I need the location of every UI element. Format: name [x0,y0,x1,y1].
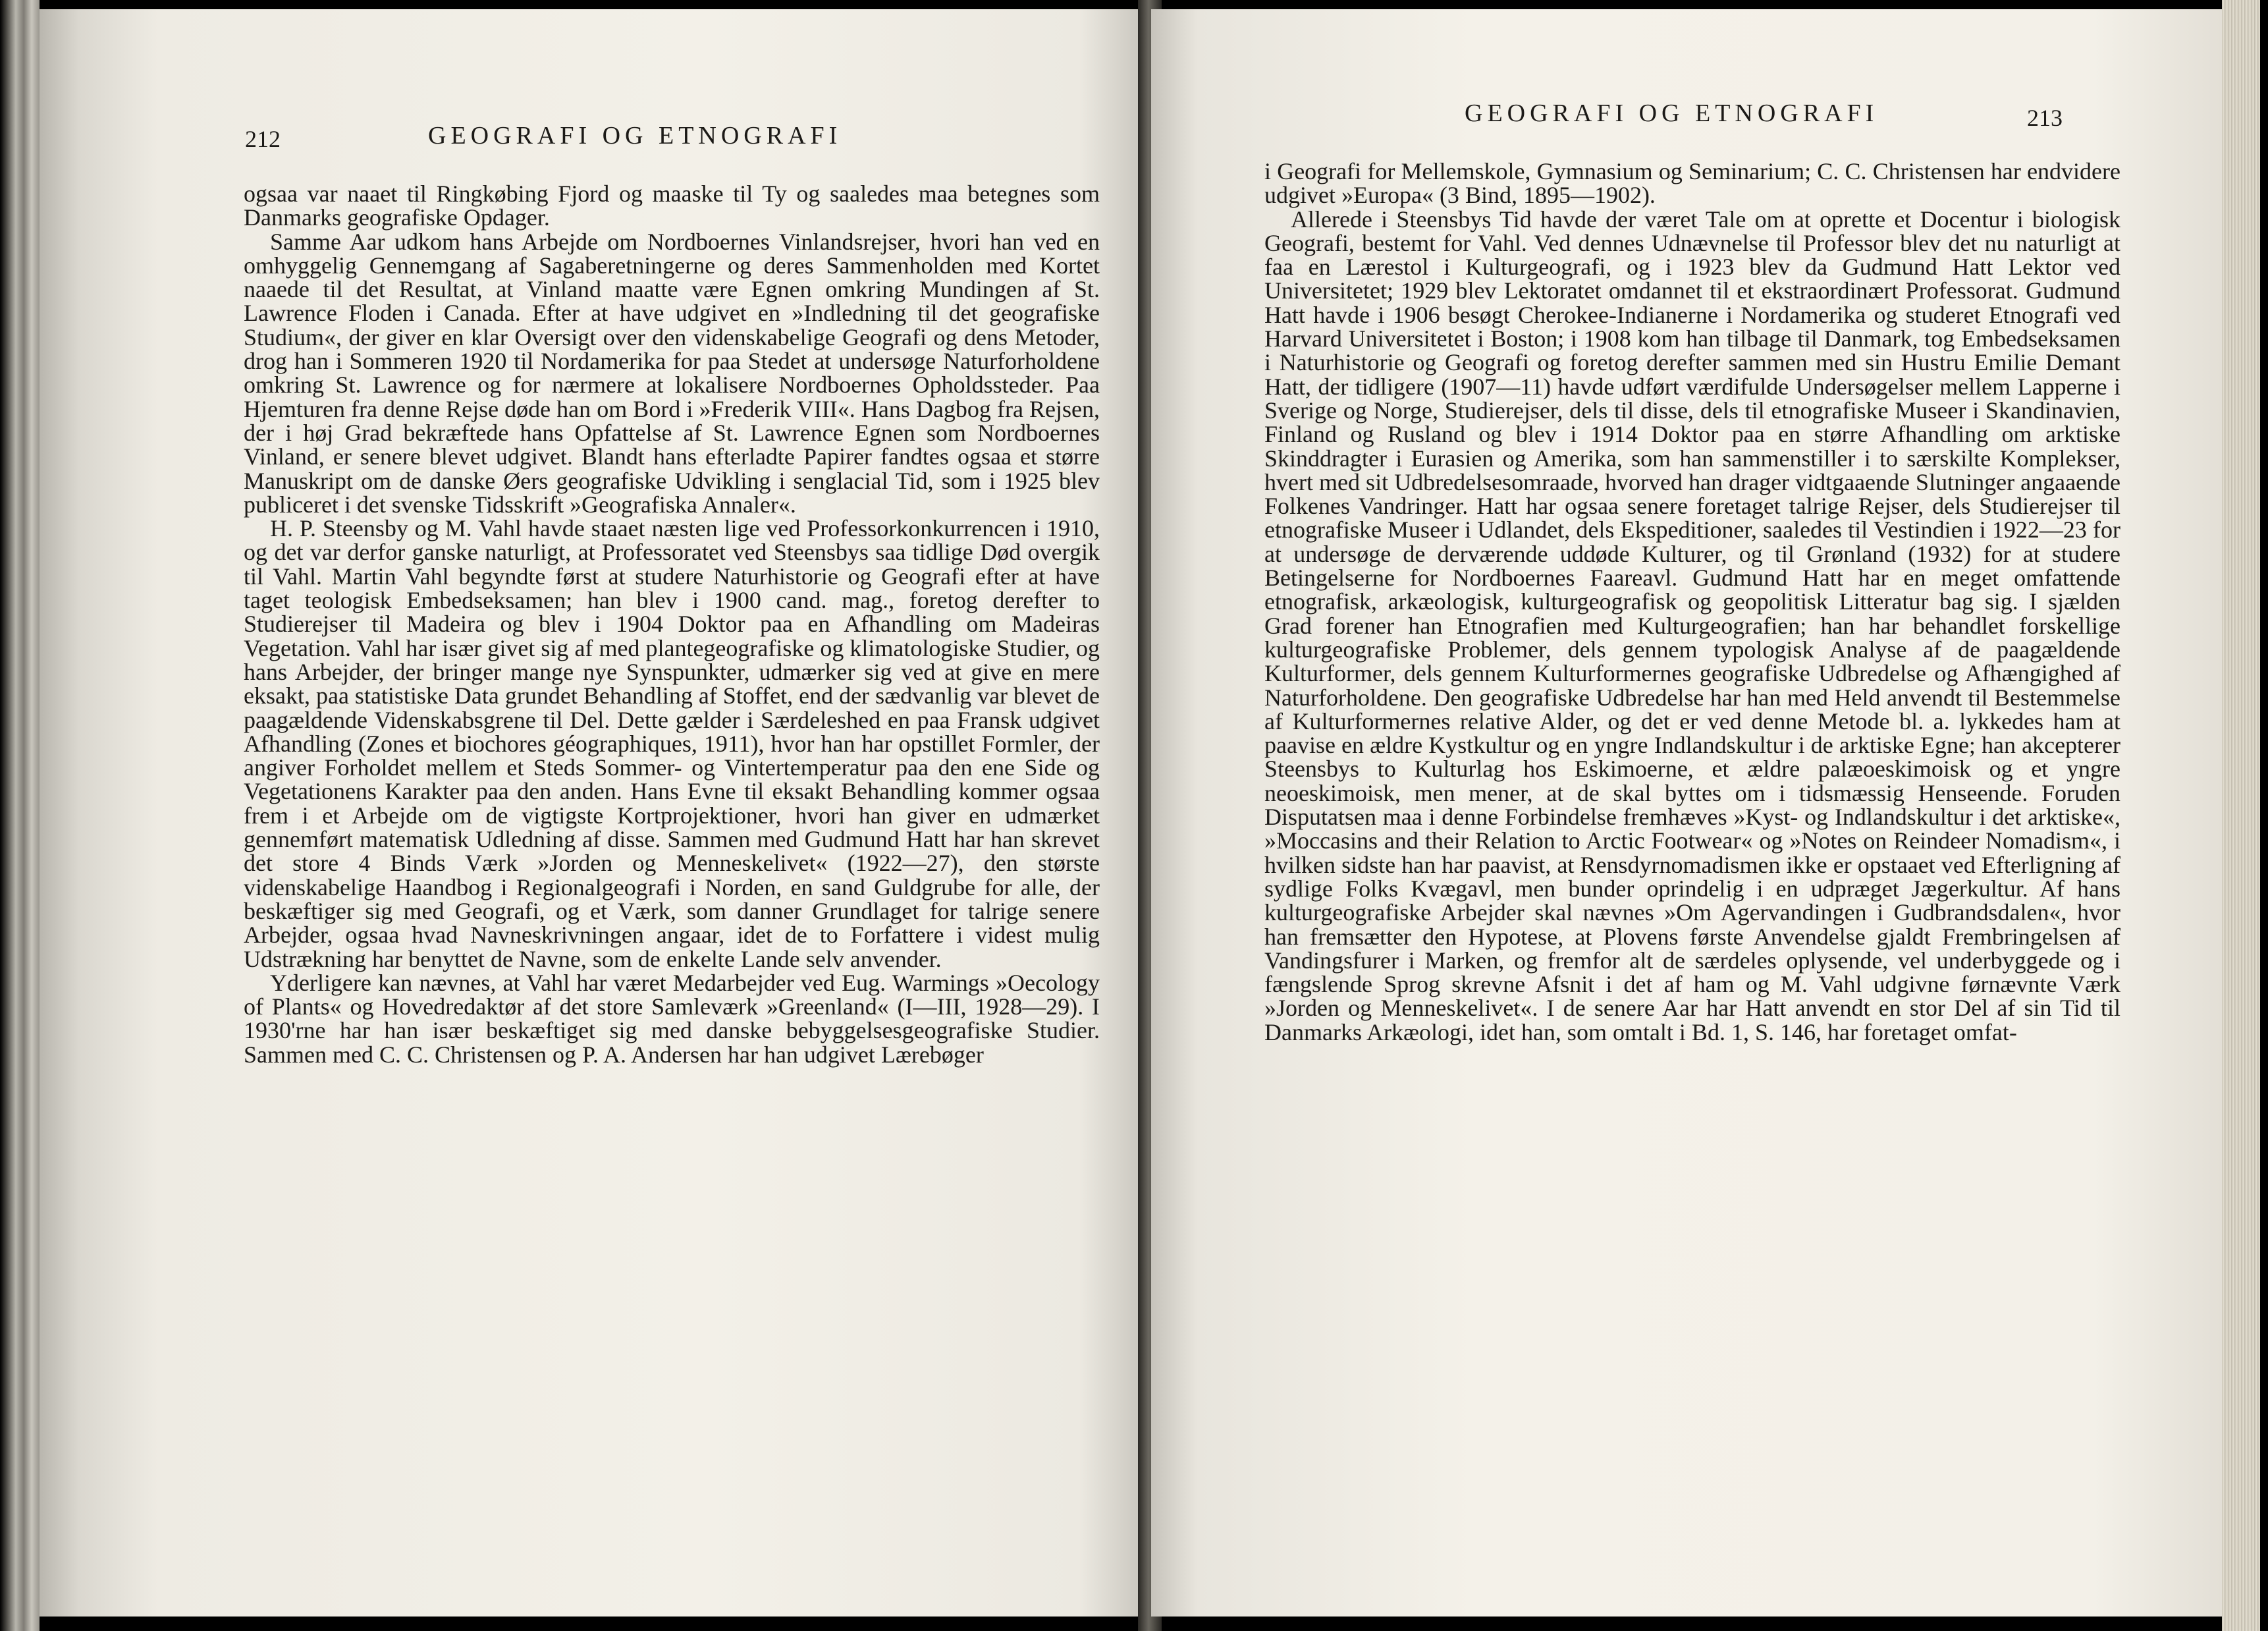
right-page [1151,9,2222,1617]
running-head: GEOGRAFI OG ETNOGRAFI [1465,99,1879,127]
running-head: GEOGRAFI OG ETNOGRAFI [428,122,842,150]
book-edge-right [2222,0,2268,1631]
paragraph: ogsaa var naaet til Ringkøbing Fjord og maaske til Ty og saaledes maa betegnes som Danmarks geografiske Opdager. [244,180,1100,231]
book-edge-left [0,0,40,1631]
paragraph: Yderligere kan nævnes, at Vahl har været Medarbejder ved Eug. Warmings »Oecology of Plants« og Hovedredaktør af det store Samleværk »Greenland« (I—III, 1928—29). I 1930'rne har han især beskæftiget sig med danske bebyggelsesgeografiske Studier. Sammen med C. C. Christensen og P. A. Andersen har han udgivet Lærebøger [244,969,1100,1068]
paragraph: H. P. Steensby og M. Vahl havde staaet næsten lige ved Professorkonkurrencen i 1910, og det var derfor ganske naturligt, at Professoratet ved Steensbys saa tidlige Død overgik til Vahl. Martin Vahl begyndte først at studere Naturhistorie og Geografi efter at have taget teologisk Embedseksamen; han blev i 1900 cand. mag., foretog derefter to Studierejser til Madeira og blev i 1904 Doktor paa en Afhandling om Madeiras Vegetation. Vahl har især givet sig af med plantegeografiske og klimatologiske Studier, og hans Arbejder, der bringer mange nye Synspunkter, udmærker sig ved at give en mere eksakt, paa statistiske Data grundet Behandling af Stoffet, end der sædvanlig var blevet de paagældende Videnskabsgrene til Del. Dette gælder i Særdeleshed en paa Fransk udgivet Afhandling (Zones et biochores géographiques, 1911), hvor han har opstillet Formler, der angiver Forholdet mellem et Steds Sommer- og Vintertemperatur paa den ene Side og Vegetationens Karakter paa den anden. Hans Evne til eksakt Behandling kommer ogsaa frem i et Arbejde om de vigtigste Kortprojektioner, hvori han giver en udmærket gennemført matematisk Udledning af disse. Sammen med Gudmund Hatt har han skrevet det store 4 Binds Værk »Jorden og Menneskelivet« (1922—27), den største videnskabelige Haandbog i Regionalgeografi i Norden, en sand Guldgrube for alle, der beskæftiger sig med Geografi, og et Værk, som danner Grundlaget for talrige senere Arbejder, ogsaa hvad Navneskrivningen angaar, idet de to Forfattere i videst mulig Udstrækning har benyttet de Navne, som de enkelte Lande selv anvender. [244,515,1100,972]
paragraph: Samme Aar udkom hans Arbejde om Nordboernes Vinlandsrejser, hvori han ved en omhyggelig Gennemgang af Sagaberetningerne og deres Sammenholden med Kortet naaede til det Resultat, at Vinland maatte være Egnen omkring Mundingen af St. Lawrence Floden i Canada. Efter at have udgivet en »Indledning til det geografiske Studium«, der giver en klar Oversigt over den videnskabelige Geografi og dens Metoder, drog han i Sommeren 1920 til Nordamerika for paa Stedet at undersøge Naturforholdene omkring St. Lawrence og for nærmere at lokalisere Nordboernes Opholdssteder. Paa Hjemturen fra denne Rejse døde han om Bord i »Frederik VIII«. Hans Dagbog fra Rejsen, der i høj Grad bekræftede hans Opfattelse af St. Lawrence Egnen som Nordboernes Vinland, er senere blevet udgivet. Blandt hans efterladte Papirer fandtes ogsaa et større Manuskript om de danske Øers geografiske Udvikling i senglacial Tid, som i 1925 blev publiceret i det svenske Tidsskrift »Geografiska Annaler«. [244,228,1100,518]
paragraph: Allerede i Steensbys Tid havde der været Tale om at oprette et Docentur i biologisk Geografi, bestemt for Vahl. Ved dennes Udnævnelse til Professor blev det nu naturligt at faa en Lærestol i Kulturgeografi, og i 1923 blev da Gudmund Hatt Lektor ved Universitetet; 1929 blev Lektoratet omdannet til et ekstraordinært Professorat. Gudmund Hatt havde i 1906 besøgt Cherokee-Indianerne i Nordamerika og studeret Etnografi ved Harvard Universitetet i Boston; i 1908 kom han tilbage til Danmark, tog Embedseksamen i Naturhistorie og Geografi og foretog derefter sammen med sin Hustru Emilie Demant Hatt, der tidligere (1907—11) havde udført værdifulde Undersøgelser mellem Lapperne i Sverige og Norge, Studierejser, dels til disse, dels til etnografiske Museer i Skandinavien, Finland og Rusland og blev i 1914 Doktor paa en større Afhandling om arktiske Skinddragter i Eurasien og Amerika, som han sammenstiller i to særskilte Komplekser, hvert med sit Udbredelsesomraade, hvorved han drager vidtgaaende Slutninger angaaende Folkenes Vandringer. Hatt har ogsaa senere foretaget talrige Rejser, dels Studierejser til etnografiske Museer i Udlandet, dels Ekspeditioner, saaledes til Vestindien i 1922—23 for at undersøge de derværende uddøde Kulturer, og til Grønland (1932) for at studere Betingelserne for Nordboernes Faareavl. Gudmund Hatt har en meget omfattende etnografisk, arkæologisk, kulturgeografisk og geopolitisk Litteratur bag sig. I sjælden Grad forener han Etnografien med Kulturgeografien; han har behandlet forskellige kulturgeografiske Problemer, dels gennem typologisk Analyse af de paagældende Kulturformer, dels gennem Kulturformernes geografiske Udbredelse og Afhængighed af Naturforholdene. Den geografiske Udbredelse har han med Held anvendt til Bestemmelse af Kulturformernes relative Alder, og det er ved denne Metode bl. a. lykkedes ham at paavise en ældre Kystkultur og en yngre Indlandskultur i de arktiske Egne; han akcepterer Steensbys to Kulturlag hos Eskimoerne, et ældre palæoeskimoisk og et yngre neoeskimoisk, men mener, at de skal byttes om i tidsmæssig Henseende. Foruden Disputatsen maa i denne Forbindelse fremhæves »Kyst- og Indlandskultur i det arktiske«, »Moccasins and their Relation to Arctic Footwear« og »Notes on Reindeer Nomadism«, i hvilken sidste han har paavist, at Rensdyrnomadismen ikke er opstaaet ved Efterligning af sydlige Folks Kvægavl, men bunder oprindelig i en udpræget Jægerkultur. Af hans kulturgeografiske Arbejder skal nævnes »Om Agervandingen i Gudbrandsdalen«, hvor han fremsætter den Hypotese, at Plovens første Anvendelse gjaldt Frembringelsen af Vandingsfurer i Marken, og fremfor alt de særdeles oplysende, vel underbyggede og i fængslende Sprog skrevne Afsnit i det af ham og M. Vahl udgivne førnævnte Værk »Jorden og Menneskelivet«. I de senere Aar har Hatt anvendt en stor Del af sin Tid til Danmarks Arkæologi, idet han, som omtalt i Bd. 1, S. 146, har foretaget omfat- [1264,206,2120,1045]
page-number: 212 [245,126,281,152]
left-page [40,9,1146,1617]
body-text [244,182,1100,1066]
paragraph: i Geografi for Mellemskole, Gymnasium og Seminarium; C. C. Christensen har endvidere udgivet »Europa« (3 Bind, 1895—1902). [1264,158,2120,209]
body-text [1264,159,2120,1044]
page-number: 213 [2027,105,2063,131]
